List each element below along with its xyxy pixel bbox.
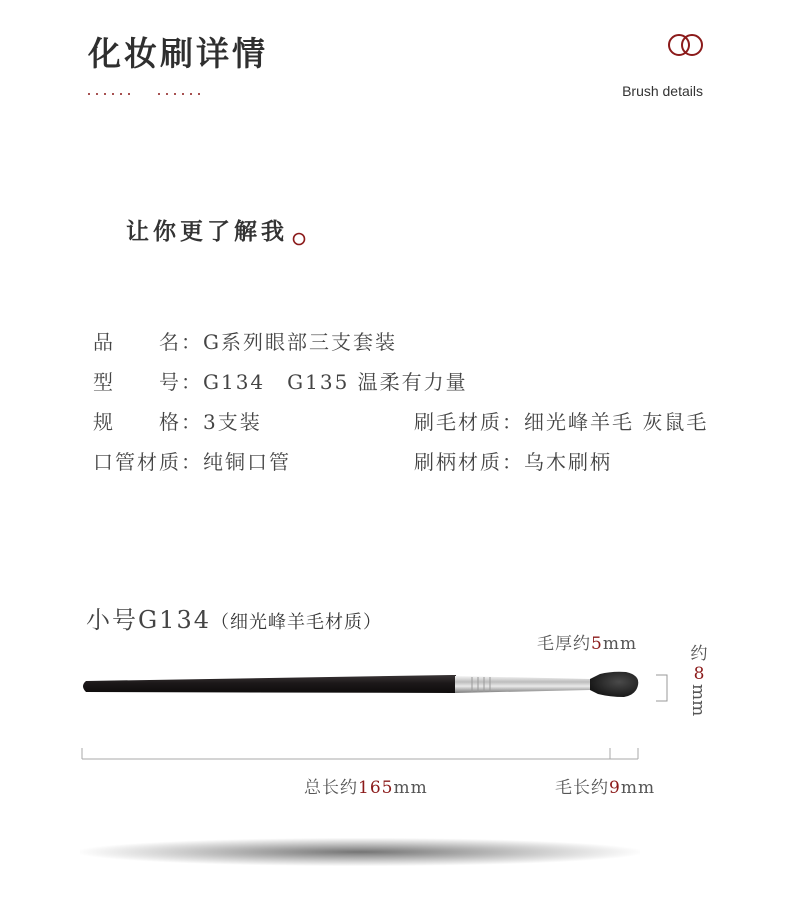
total-length-label <box>304 773 428 798</box>
spec-name-label: 品 名： <box>93 330 203 354</box>
length-text: 总长约 <box>304 778 358 798</box>
spec-name-value: G系列眼部三支套装 <box>203 330 397 354</box>
english-subtitle: Brush details <box>622 83 703 99</box>
brush-ferrule <box>455 676 592 693</box>
width-text: 约 <box>690 644 708 664</box>
length-value: 165 <box>358 778 394 798</box>
spec-quantity-label: 规 格： <box>93 410 203 434</box>
bristle-length-text: 毛长约 <box>555 778 609 798</box>
spec-model-value: G134 G135 温柔有力量 <box>203 370 468 394</box>
spec-ferrule-row <box>93 446 291 475</box>
spec-quantity-value: 3支装 <box>203 410 262 434</box>
page-title: 化妆刷详情 <box>88 34 268 73</box>
decorative-dots-right <box>158 83 200 95</box>
product-model: 小号G134 <box>86 606 211 634</box>
spec-model-label: 型 号： <box>93 370 203 394</box>
heading-ring-icon <box>292 232 306 246</box>
product-material-note: （细光峰羊毛材质） <box>210 612 382 633</box>
double-rings-icon <box>667 33 705 57</box>
spec-bristle-row <box>414 406 708 435</box>
product-title <box>86 600 382 635</box>
bristle-thickness-label <box>537 629 637 654</box>
spec-handle-row <box>414 446 612 475</box>
brush-illustration <box>0 660 790 770</box>
width-unit: mm <box>688 684 708 717</box>
bristle-length-value: 9 <box>609 778 621 798</box>
spec-ferrule-value: 纯铜口管 <box>203 450 291 474</box>
spec-quantity-row <box>93 406 262 435</box>
brush-shadow <box>80 838 640 866</box>
width-bracket <box>656 675 667 701</box>
spec-bristle-value: 细光峰羊毛 灰鼠毛 <box>524 410 709 434</box>
spec-bristle-label: 刷毛材质： <box>414 410 524 434</box>
brush-bristles <box>590 672 638 697</box>
spec-ferrule-label: 口管材质： <box>93 450 203 474</box>
thickness-text: 毛厚约 <box>537 634 591 654</box>
thickness-value: 5 <box>591 634 603 654</box>
bristle-length-unit: mm <box>620 778 656 798</box>
spec-name-row <box>93 326 397 355</box>
brush-handle <box>83 675 456 693</box>
section-heading: 让你更了解我 <box>126 218 288 245</box>
length-unit: mm <box>393 778 428 798</box>
decorative-dots-left <box>88 83 130 95</box>
spec-handle-value: 乌木刷柄 <box>524 450 612 474</box>
width-value: 8 <box>693 664 705 684</box>
spec-handle-label: 刷柄材质： <box>414 450 524 474</box>
spec-model-row <box>93 366 468 395</box>
thickness-unit: mm <box>602 634 638 654</box>
bristle-length-label <box>555 773 655 798</box>
